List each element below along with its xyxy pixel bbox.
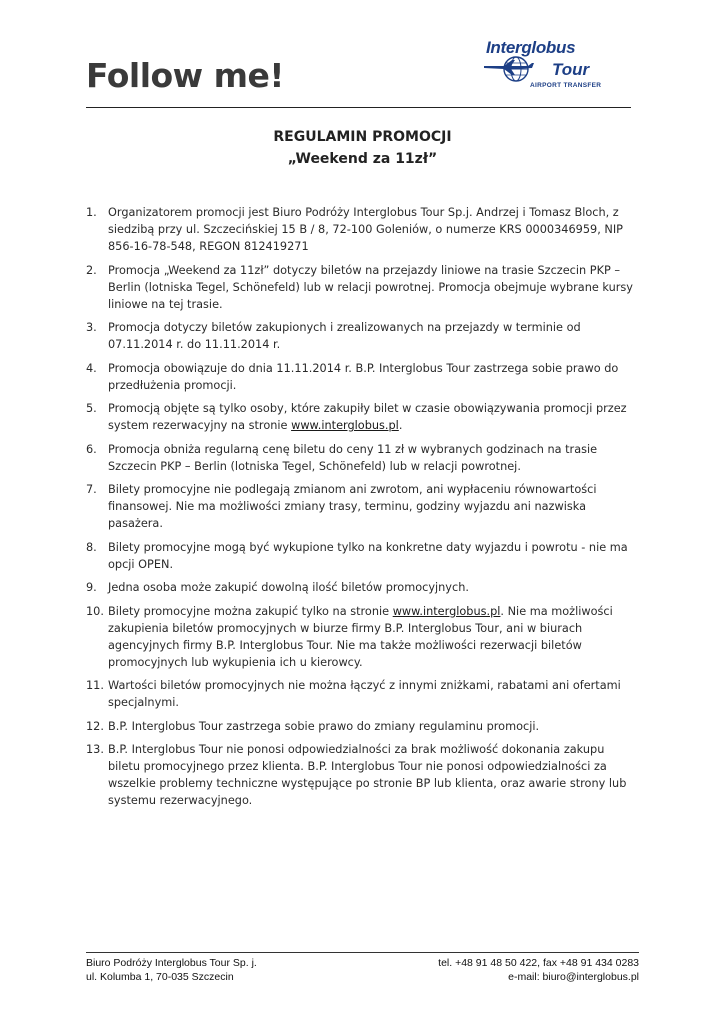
document-title-line2: „Weekend za 11zł” [287, 151, 438, 167]
list-item [86, 481, 638, 532]
header-divider [86, 107, 631, 108]
rules-list [86, 204, 638, 816]
item-number: 5. [86, 402, 97, 415]
item-text: Promocja „Weekend za 11zł” dotyczy biletów na przejazdy liniowe na trasie Szczecin PKP – Berlin (lotniska Tegel, Schönefeld) lub w relacji powrotnej. Promocja obejmuje wybrane kursy liniowe na tej trasie. [108, 263, 633, 311]
item-text: B.P. Interglobus Tour zastrzega sobie prawo do zmiany regulaminu promocji. [108, 719, 540, 733]
item-number: 11. [86, 679, 104, 692]
item-number: 3. [86, 321, 97, 334]
website-link[interactable]: www.interglobus.pl [291, 419, 399, 432]
footer-company-info [86, 956, 257, 984]
item-text: Promocja obowiązuje do dnia 11.11.2014 r. B.P. Interglobus Tour zastrzega sobie prawo do przedłużenia promocji. [108, 361, 619, 392]
header-title: Follow me! [86, 56, 284, 95]
item-text: Bilety promocyjne nie podlegają zmianom ani zwrotom, ani wypłaceniu równowartości finansowej. Nie ma możliwości zmiany trasy, terminu, godziny wyjazdu ani nazwiska pasażera. [108, 483, 597, 530]
item-number: 10. [86, 604, 104, 618]
company-logo [480, 38, 630, 94]
list-item [86, 319, 638, 353]
list-item [86, 204, 638, 255]
list-item [86, 400, 638, 434]
footer-address: ul. Kolumba 1, 70-035 Szczecin [86, 971, 234, 983]
footer-company-name: Biuro Podróży Interglobus Tour Sp. j. [86, 957, 257, 969]
item-number: 9. [86, 581, 97, 594]
item-number: 4. [86, 361, 97, 375]
list-item [86, 718, 638, 735]
logo-name-line2: Tour [552, 60, 590, 79]
list-item [86, 741, 638, 809]
item-number: 13. [86, 743, 104, 756]
logo-tagline: AIRPORT TRANSFER [530, 82, 602, 89]
globe-plane-icon [484, 54, 550, 84]
item-text-end: . [398, 419, 403, 432]
document-title-line1: REGULAMIN PROMOCJI [273, 129, 452, 145]
item-text: Jedna osoba może zakupić dowolną ilość biletów promocyjnych. [108, 581, 469, 594]
item-number: 12. [86, 719, 104, 733]
item-text: B.P. Interglobus Tour nie ponosi odpowiedzialności za brak możliwość dokonania zakupu biletu promocyjnego przez klienta. B.P. Interglobus Tour nie ponosi odpowiedzialności za wszelkie problemy techniczne występujące po stronie BP lub klienta, oraz awarie strony lub systemu rezerwacyjnego. [108, 743, 627, 807]
footer-contact-info [438, 956, 639, 984]
item-number: 1. [86, 206, 97, 219]
list-item [86, 360, 638, 394]
list-item [86, 603, 638, 671]
list-item [86, 579, 638, 596]
list-item [86, 262, 638, 313]
footer-phone: tel. +48 91 48 50 422, fax +48 91 434 0283 [438, 957, 639, 969]
item-text: Promocją objęte są tylko osoby, które zakupiły bilet w czasie obowiązywania promocji przez system rezerwacyjny na stronie [108, 402, 627, 432]
document-title [0, 126, 725, 170]
item-number: 6. [86, 442, 97, 456]
footer-divider [86, 952, 639, 953]
item-text-end: . Nie ma możliwości zakupienia biletów promocyjnych w biurze firmy B.P. Interglobus Tour, ani w biurach agencyjnych firmy B.P. Interglobus Tour. Nie ma także możliwości rezerwacji biletów promocyjnych lub wykupienia ich u kierowcy. [108, 604, 613, 669]
list-item [86, 677, 638, 711]
item-number: 2. [86, 263, 97, 277]
item-text: Organizatorem promocji jest Biuro Podróży Interglobus Tour Sp.j. Andrzej i Tomasz Bloch, z siedzibą przy ul. Szczecińskiej 15 B / 8, 72-100 Goleniów, o numerze KRS 0000346959, NIP 856-16-78-548, REGON 812419271 [108, 206, 623, 253]
item-number: 7. [86, 483, 97, 496]
item-number: 8. [86, 540, 97, 554]
website-link[interactable]: www.interglobus.pl [392, 604, 501, 618]
list-item [86, 539, 638, 573]
item-text: Bilety promocyjne można zakupić tylko na stronie [108, 604, 393, 618]
item-text: Promocja dotyczy biletów zakupionych i zrealizowanych na przejazdy w terminie od 07.11.2014 r. do 11.11.2014 r. [108, 321, 581, 351]
logo-name-line1: Interglobus [486, 38, 576, 57]
item-text: Promocja obniża regularną cenę biletu do ceny 11 zł w wybranych godzinach na trasie Szczecin PKP – Berlin (lotniska Tegel, Schönefeld) lub w relacji powrotnej. [108, 442, 598, 473]
footer-email: e-mail: biuro@interglobus.pl [508, 971, 639, 983]
item-text: Bilety promocyjne mogą być wykupione tylko na konkretne daty wyjazdu i powrotu - nie ma opcji OPEN. [108, 540, 628, 571]
item-text: Wartości biletów promocyjnych nie można łączyć z innymi zniżkami, rabatami ani ofertami specjalnymi. [108, 679, 621, 709]
list-item [86, 441, 638, 475]
